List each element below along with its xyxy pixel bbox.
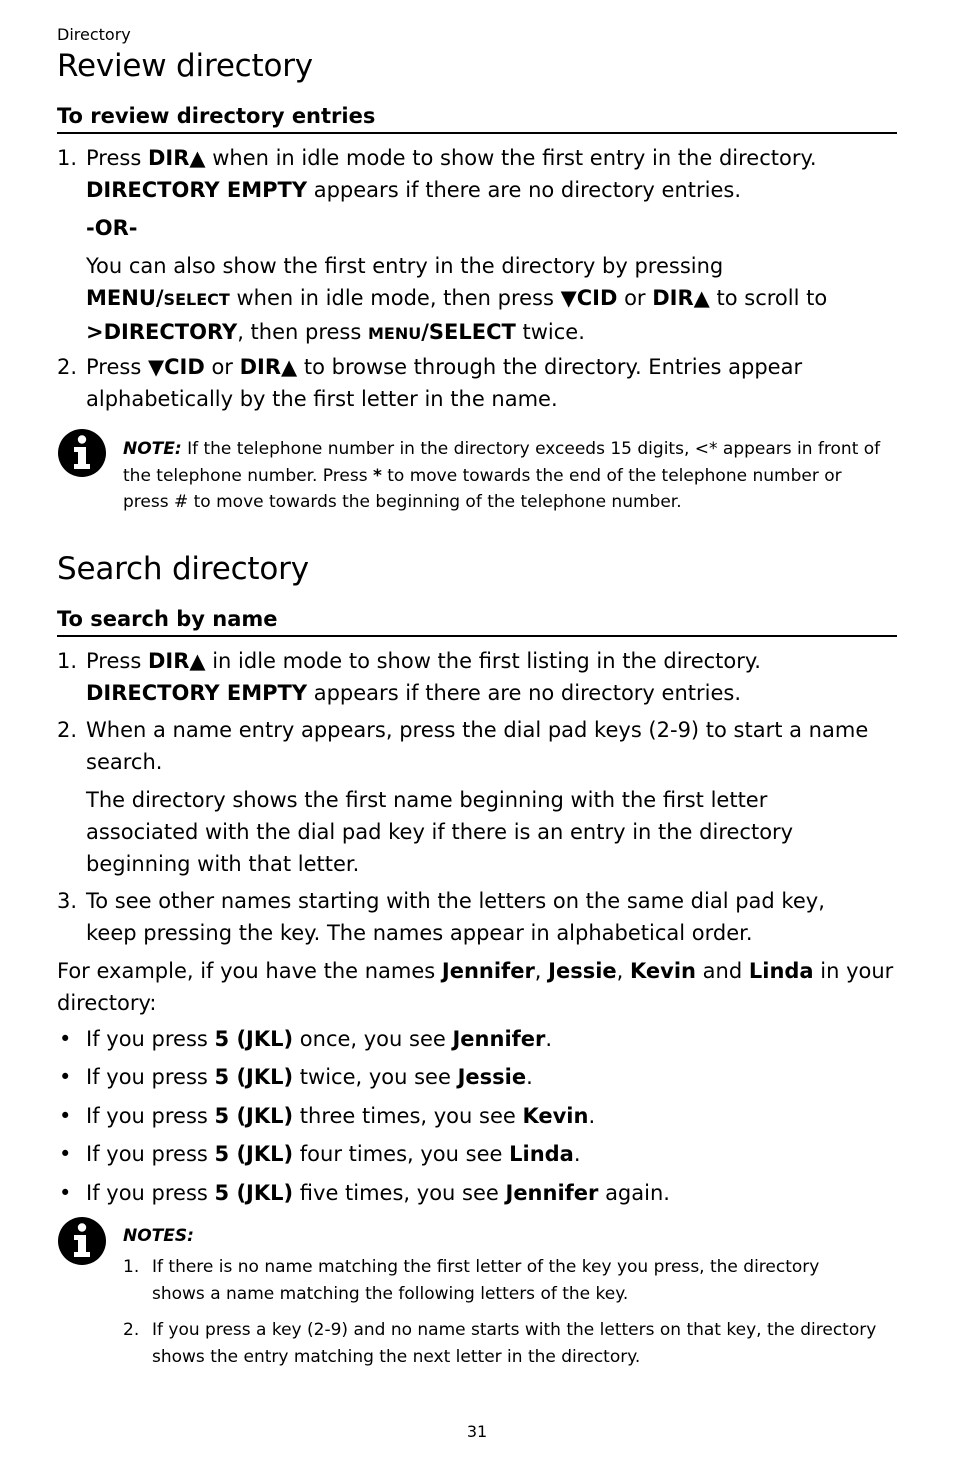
dir-key: DIR▲ bbox=[652, 286, 710, 310]
cid-key: ▼CID bbox=[560, 286, 618, 310]
example-paragraph: For example, if you have the names Jennifer, Jessie, Kevin and Linda in your directory: bbox=[57, 959, 894, 1015]
notes-label: NOTES: bbox=[123, 1226, 194, 1246]
dir-key: DIR▲ bbox=[147, 649, 206, 673]
note-label: NOTE: bbox=[123, 439, 182, 459]
list-item: If you press 5 (JKL) once, you see Jennifer. bbox=[86, 1027, 553, 1051]
breadcrumb: Directory bbox=[57, 25, 131, 44]
directory-empty-label: DIRECTORY EMPTY bbox=[86, 681, 308, 705]
list-number: 1. bbox=[57, 649, 78, 673]
review-step-2: Press ▼CID or DIR▲ to browse through the directory. Entries appear alphabetically by the first letter in the name. bbox=[86, 355, 803, 411]
search-step-2: When a name entry appears, press the dial pad keys (2-9) to start a name search. bbox=[86, 718, 869, 774]
bullet: • bbox=[59, 1142, 72, 1166]
search-step-2-detail: The directory shows the first name beginning with the first letter associated with the dial pad key if there is an entry in the directory beginning with that letter. bbox=[86, 788, 794, 876]
list-item: If you press 5 (JKL) four times, you see Linda. bbox=[86, 1142, 581, 1166]
list-number: 2. bbox=[123, 1320, 140, 1340]
note-item: If there is no name matching the first letter of the key you press, the directory shows a name matching the following letters of the key. bbox=[152, 1257, 820, 1304]
list-number: 3. bbox=[57, 889, 78, 913]
list-item: If you press 5 (JKL) three times, you see Kevin. bbox=[86, 1104, 596, 1128]
directory-empty-label: DIRECTORY EMPTY bbox=[86, 178, 308, 202]
list-number: 1. bbox=[57, 146, 78, 170]
review-note: NOTE: If the telephone number in the directory exceeds 15 digits, <* appears in front of the telephone number. Press * to move towards the end of the telephone number or press # to move towards the beginning of the telephone number. bbox=[123, 439, 881, 512]
note-item: If you press a key (2-9) and no name starts with the letters on that key, the directory shows the entry matching the next letter in the directory. bbox=[152, 1320, 877, 1367]
or-divider: -OR- bbox=[86, 216, 138, 240]
review-alternative: You can also show the first entry in the directory by pressing MENU/SELECT when in idle mode, then press ▼CID or DIR▲ to scroll to >DIRECTORY, then press MENU/SELECT twice. bbox=[86, 254, 828, 344]
bullet: • bbox=[59, 1065, 72, 1089]
search-step-3: To see other names starting with the letters on the same dial pad key, keep pressing the key. The names appear in alphabetical order. bbox=[86, 889, 825, 945]
dir-key: DIR▲ bbox=[239, 355, 298, 379]
list-number: 2. bbox=[57, 355, 78, 379]
dir-key: DIR▲ bbox=[147, 146, 206, 170]
list-item: If you press 5 (JKL) five times, you see Jennifer again. bbox=[86, 1181, 670, 1205]
subheading-search: To search by name bbox=[57, 607, 897, 637]
info-icon bbox=[57, 428, 107, 478]
search-step-1: Press DIR▲ in idle mode to show the first listing in the directory. DIRECTORY EMPTY appears if there are no directory entries. bbox=[86, 649, 761, 705]
bullet: • bbox=[59, 1027, 72, 1051]
list-number: 1. bbox=[123, 1257, 140, 1277]
list-item: If you press 5 (JKL) twice, you see Jessie. bbox=[86, 1065, 533, 1089]
bullet: • bbox=[59, 1104, 72, 1128]
list-number: 2. bbox=[57, 718, 78, 742]
info-icon bbox=[57, 1216, 107, 1266]
subheading-review: To review directory entries bbox=[57, 104, 897, 134]
page-number: 31 bbox=[466, 1422, 488, 1441]
section-title-review: Review directory bbox=[57, 48, 313, 84]
section-title-search: Search directory bbox=[57, 551, 309, 587]
bullet: • bbox=[59, 1181, 72, 1205]
cid-key: ▼CID bbox=[147, 355, 205, 379]
review-step-1: Press DIR▲ when in idle mode to show the first entry in the directory. DIRECTORY EMPTY appears if there are no directory entries. bbox=[86, 146, 817, 202]
